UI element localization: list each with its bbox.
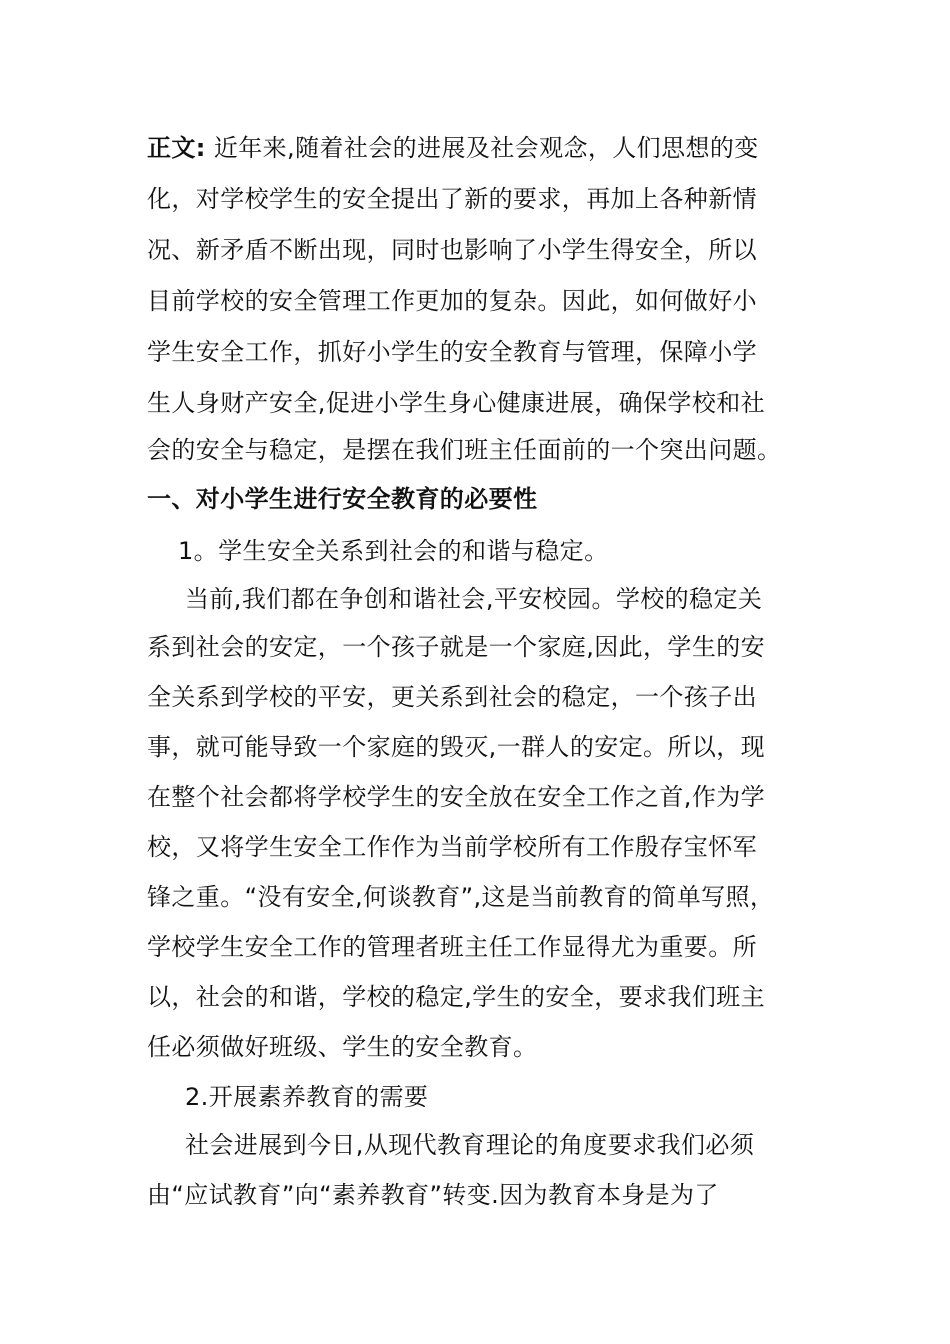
subsection-title: 1。学生安全关系到社会的和谐与稳定。 [178,537,609,565]
paragraph-line: 学校学生安全工作的管理者班主任工作显得尤为重要。所 [147,933,757,961]
intro-line-1 [147,133,759,163]
paragraph-line: 当前,我们都在争创和谐社会,平安校园。学校的稳定关 [185,585,763,613]
paragraph-line: 校，又将学生安全工作作为当前学校所有工作殷存宝怀军 [147,833,757,861]
intro-line: 会的安全与稳定，是摆在我们班主任面前的一个突出问题。 [147,436,782,464]
intro-line: 生人身财产安全,促进小学生身心健康进展，确保学校和社 [147,389,766,417]
paragraph-line: 任必须做好班级、学生的安全教育。 [147,1033,538,1061]
intro-label: 正文: [147,134,206,162]
intro-line: 化，对学校学生的安全提出了新的要求，再加上各种新情 [147,185,757,213]
intro-line: 学生安全工作，抓好小学生的安全教育与管理，保障小学 [147,338,757,366]
paragraph-line: 社会进展到今日,从现代教育理论的角度要求我们必须 [185,1131,755,1159]
intro-line: 况、新矛盾不断出现，同时也影响了小学生得安全，所以 [147,236,757,264]
subsection-title: 2.开展素养教育的需要 [185,1083,429,1111]
paragraph-line: 全关系到学校的平安，更关系到社会的稳定，一个孩子出 [147,683,757,711]
paragraph-line: 锋之重。“没有安全,何谈教育”,这是当前教育的简单写照， [147,883,775,911]
intro-line: 目前学校的安全管理工作更加的复杂。因此，如何做好小 [147,287,757,315]
paragraph-line: 在整个社会都将学校学生的安全放在安全工作之首,作为学 [147,783,766,811]
paragraph-line: 以，社会的和谐，学校的稳定,学生的安全，要求我们班主 [147,983,766,1011]
paragraph-line: 事，就可能导致一个家庭的毁灭,一群人的安定。所以，现 [147,733,766,761]
paragraph-line: 系到社会的安定，一个孩子就是一个家庭,因此，学生的安 [147,633,766,661]
paragraph-line: 由“应试教育”向“素养教育”转变.因为教育本身是为了 [147,1181,719,1209]
section-heading: 一、对小学生进行安全教育的必要性 [147,485,538,513]
intro-text: 近年来,随着社会的进展及社会观念，人们思想的变 [213,134,759,162]
